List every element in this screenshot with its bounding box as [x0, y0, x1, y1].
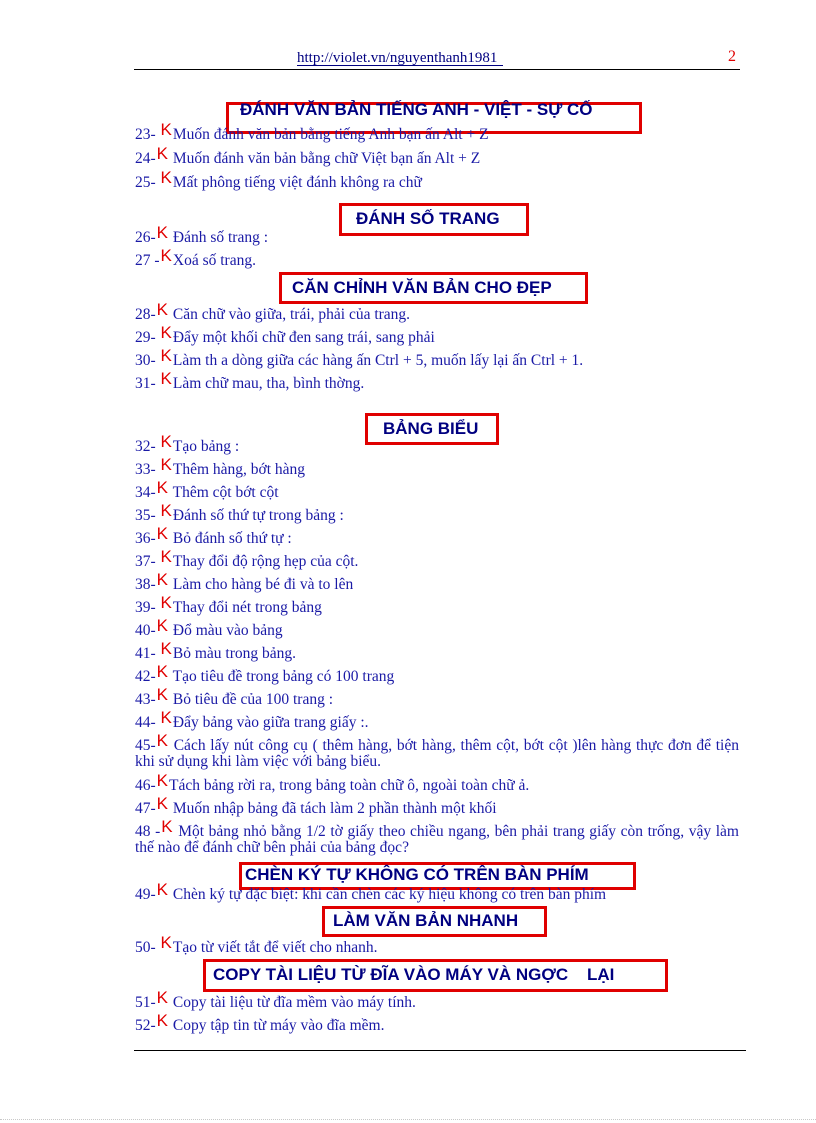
section-title-typing: ĐÁNH VĂN BẢN TIẾNG ANH - VIỆT - SỰ CỐ	[240, 100, 593, 119]
list-item: 31- KLàm chữ mau, tha, bình thờng.	[135, 369, 365, 392]
page-edge-dots	[0, 1119, 816, 1120]
k-marker: K	[156, 731, 169, 750]
list-item: 34-K Thêm cột bớt cột	[135, 478, 279, 501]
section-title-copy: COPY TÀI LIỆU TỪ ĐĨA VÀO MÁY VÀ NGỢC LẠI	[213, 965, 615, 984]
k-marker: K	[156, 880, 169, 899]
list-item: 42-K Tạo tiêu đề trong bảng có 100 trang	[135, 662, 395, 685]
k-marker: K	[160, 168, 172, 187]
list-item: 38-K Làm cho hàng bé đi và to lên	[135, 570, 354, 593]
list-item: 46-KTách bảng rời ra, trong bảng toàn chữ ô, ngoài toàn chữ ả.	[135, 771, 530, 794]
list-item: 43-K Bỏ tiêu đề của 100 trang :	[135, 685, 334, 708]
list-item: 45-K Cách lấy nút công cụ ( thêm hàng, bớt hàng, thêm cột, bớt cột )lên hàng thực đơn để tiện khi sử dụng khi làm việc với bảng biểu.	[135, 731, 739, 770]
list-item: 52-K Copy tập tin từ máy vào đĩa mềm.	[135, 1011, 385, 1034]
k-marker: K	[160, 346, 172, 365]
k-marker: K	[156, 685, 169, 704]
k-marker: K	[160, 323, 172, 342]
list-item: 24-K Muốn đánh văn bản bằng chữ Việt bạn ấn Alt + Z	[135, 144, 481, 167]
list-item: 50- KTạo từ viết tắt để viết cho nhanh.	[135, 933, 378, 956]
k-marker: K	[160, 708, 172, 727]
header-url-link[interactable]: http://violet.vn/nguyenthanh1981	[297, 50, 498, 66]
list-item: 36-K Bỏ đánh số thứ tự :	[135, 524, 292, 547]
k-marker: K	[160, 120, 172, 139]
list-item: 30- KLàm th a dòng giữa các hàng ấn Ctrl + 5, muốn lấy lại ấn Ctrl + 1.	[135, 346, 584, 369]
k-marker: K	[160, 593, 172, 612]
list-item: 27 -KXoá số trang.	[135, 246, 256, 269]
k-marker: K	[160, 639, 172, 658]
list-item: 41- KBỏ màu trong bảng.	[135, 639, 297, 662]
k-marker: K	[160, 501, 172, 520]
section-title-special-chars: CHÈN KÝ TỰ KHÔNG CÓ TRÊN BÀN PHÍM	[245, 865, 589, 884]
list-item: 44- KĐẩy bảng vào giữa trang giấy :.	[135, 708, 369, 731]
list-item: 49-K Chèn ký tự đặc biệt: khi cần chèn các ký hiệu không có trên bàn phím	[135, 880, 607, 903]
list-item: 33- KThêm hàng, bớt hàng	[135, 455, 306, 478]
list-item: 40-K Đổ màu vào bảng	[135, 616, 283, 639]
k-marker: K	[160, 455, 172, 474]
k-marker: K	[156, 524, 169, 543]
section-title-page-numbering: ĐÁNH SỐ TRANG	[356, 209, 500, 228]
footer-rule	[134, 1050, 746, 1051]
list-item: 29- KĐẩy một khối chữ đen sang trái, sang phải	[135, 323, 435, 346]
k-marker: K	[156, 771, 169, 790]
k-marker: K	[156, 144, 169, 163]
k-marker: K	[161, 817, 173, 836]
page-number: 2	[728, 48, 736, 65]
k-marker: K	[156, 300, 169, 319]
k-marker: K	[156, 478, 169, 497]
list-item: 32- KTạo bảng :	[135, 432, 240, 455]
list-item: 47-K Muốn nhập bảng đã tách làm 2 phần thành một khối	[135, 794, 497, 817]
k-marker: K	[160, 246, 172, 265]
list-item: 26-K Đánh số trang :	[135, 223, 269, 246]
k-marker: K	[156, 794, 169, 813]
k-marker: K	[160, 369, 172, 388]
k-marker: K	[156, 662, 169, 681]
list-item: 35- KĐánh số thứ tự trong bảng :	[135, 501, 344, 524]
k-marker: K	[160, 432, 172, 451]
section-title-tables: BẢNG BIỂU	[383, 419, 479, 438]
list-item: 28-K Căn chữ vào giữa, trái, phải của trang.	[135, 300, 411, 323]
k-marker: K	[156, 1011, 169, 1030]
list-item: 23- KMuốn đánh văn bản bằng tiếng Anh bạn ấn Alt + Z	[135, 120, 489, 143]
list-item: 37- KThay đổi độ rộng hẹp của cột.	[135, 547, 359, 570]
k-marker: K	[156, 616, 169, 635]
list-item: 39- KThay đổi nét trong bảng	[135, 593, 322, 616]
header-rule	[134, 69, 740, 70]
list-item: 25- KMất phông tiếng việt đánh không ra chữ	[135, 168, 422, 191]
k-marker: K	[156, 570, 169, 589]
list-item: 51-K Copy tài liệu từ đĩa mềm vào máy tính.	[135, 988, 416, 1011]
k-marker: K	[160, 933, 172, 952]
section-title-fast-typing: LÀM VĂN BẢN NHANH	[333, 911, 519, 930]
section-title-alignment: CĂN CHỈNH VĂN BẢN CHO ĐẸP	[292, 278, 552, 297]
list-item: 48 -K Một bảng nhỏ bằng 1/2 tờ giấy theo chiều ngang, bên phải trang giấy còn trống, vậy làm thế nào để đánh chữ bên phải của bảng đọc?	[135, 817, 739, 856]
k-marker: K	[156, 223, 169, 242]
k-marker: K	[160, 547, 172, 566]
k-marker: K	[156, 988, 169, 1007]
